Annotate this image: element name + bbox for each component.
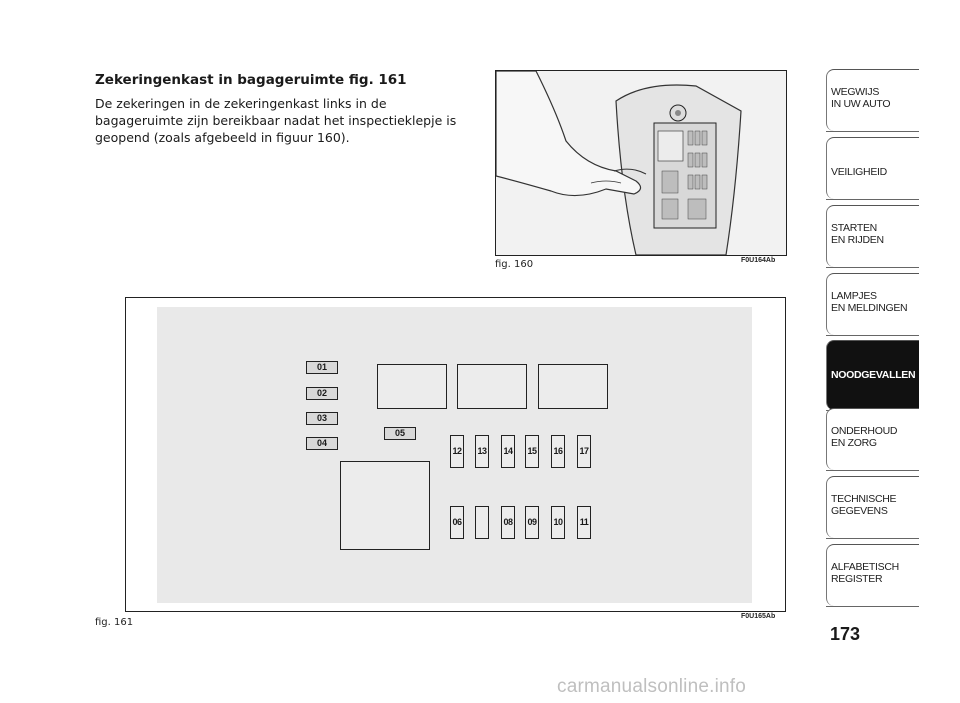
tab-noodgevallen[interactable]: NOODGEVALLEN <box>826 340 919 410</box>
section-body-text: De zekeringen in de zekeringenkast links in de bagageruimte zijn bereikbaar nadat het inspectieklepje is geopend (zoals afgebeeld in figuur 160). <box>95 96 457 145</box>
fuse-tag-03: 03 <box>306 412 338 425</box>
tab-veiligheid[interactable]: VEILIGHEID <box>826 137 919 199</box>
fig160-code: F0U164Ab <box>741 257 776 264</box>
tab-alfabetisch[interactable]: ALFABETISCH REGISTER <box>826 544 919 606</box>
tab-starten[interactable]: STARTEN EN RIJDEN <box>826 205 919 267</box>
tab-wegwijs[interactable]: WEGWIJS IN UW AUTO <box>826 69 919 131</box>
watermark: carmanualsonline.info <box>557 676 747 697</box>
fuse-08: 08 <box>501 506 515 539</box>
fuse-12: 12 <box>450 435 464 468</box>
section-heading: Zekeringenkast in bagageruimte fig. 161 <box>95 72 407 88</box>
fuse-17: 17 <box>577 435 591 468</box>
fuse-tag-02: 02 <box>306 387 338 400</box>
page-number: 173 <box>830 624 861 644</box>
fig160-label: fig. 160 <box>495 259 534 270</box>
relay-3 <box>538 364 608 409</box>
fuse-13: 13 <box>475 435 489 468</box>
fig161-code: F0U165Ab <box>741 613 776 620</box>
fig161-fuse-diagram <box>125 297 786 612</box>
fuse-14: 14 <box>501 435 515 468</box>
fuse-panel <box>157 307 752 603</box>
relay-large <box>340 461 430 550</box>
fuse-tag-04: 04 <box>306 437 338 450</box>
fuse-10: 10 <box>551 506 565 539</box>
fig160-illustration <box>495 70 787 256</box>
tab-lampjes[interactable]: LAMPJES EN MELDINGEN <box>826 273 919 335</box>
fuse-15: 15 <box>525 435 539 468</box>
fig161-label: fig. 161 <box>95 617 134 628</box>
fuse-09: 09 <box>525 506 539 539</box>
relay-1 <box>377 364 447 409</box>
fuse-tag-05: 05 <box>384 427 416 440</box>
fuse-16: 16 <box>551 435 565 468</box>
fuse-box-photo-drawing <box>496 71 786 255</box>
tab-onderhoud[interactable]: ONDERHOUD EN ZORG <box>826 408 919 470</box>
fuse-11: 11 <box>577 506 591 539</box>
relay-2 <box>457 364 527 409</box>
fuse-tag-01: 01 <box>306 361 338 374</box>
fuse-06: 06 <box>450 506 464 539</box>
tab-technische[interactable]: TECHNISCHE GEGEVENS <box>826 476 919 538</box>
fuse-07-empty <box>475 506 489 539</box>
